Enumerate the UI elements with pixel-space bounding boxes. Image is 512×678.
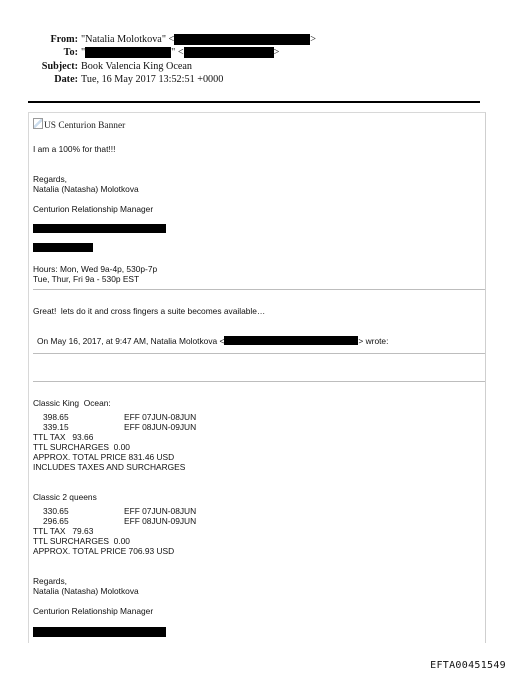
to-mid: " < (171, 47, 184, 58)
reply-line: I am a 100% for that!!! (33, 144, 116, 154)
king-title: Classic King Ocean: (33, 398, 111, 408)
banner-alt: US Centurion Banner (44, 121, 126, 131)
from-value: "Natalia Molotkova" < (81, 34, 175, 45)
redaction (33, 243, 93, 252)
from-close: > (310, 34, 317, 45)
quote-intro (37, 336, 388, 346)
subject-value: Book Valencia King Ocean (81, 61, 192, 72)
quote-wrote: > wrote: (358, 336, 389, 346)
redaction (85, 47, 171, 58)
king-rate-eff: EFF 08JUN-09JUN (124, 422, 197, 432)
king-rate-row (43, 422, 69, 432)
divider (33, 289, 485, 290)
king-ttl-tax: TTL TAX 93.66 (33, 432, 94, 442)
king-ttl-surcharges: TTL SURCHARGES 0.00 (33, 442, 130, 452)
rate-price: 296.65 (43, 516, 69, 526)
from-row (0, 34, 316, 46)
queens-rate-row (43, 506, 69, 516)
queens-rate-eff: EFF 07JUN-08JUN (124, 506, 197, 516)
rate-price: 330.65 (43, 506, 69, 516)
rate-price: 339.15 (43, 422, 69, 432)
queens-title: Classic 2 queens (33, 492, 97, 502)
redaction (33, 627, 166, 637)
hours-line-1: Hours: Mon, Wed 9a-4p, 530p-7p (33, 264, 158, 274)
subject-label: Subject: (41, 61, 78, 72)
great-line: Great! lets do it and cross fingers a suite becomes available… (33, 306, 266, 316)
banner-image (33, 118, 125, 131)
broken-image-icon (33, 118, 43, 129)
message-body (28, 112, 486, 643)
signature-name: Natalia (Natasha) Molotkova (33, 184, 139, 194)
queens-approx-total: APPROX. TOTAL PRICE 706.93 USD (33, 546, 175, 556)
footer-title: Centurion Relationship Manager (33, 606, 154, 616)
to-label: To: (63, 47, 78, 58)
king-includes: INCLUDES TAXES AND SURCHARGES (33, 462, 186, 472)
to-row (0, 47, 279, 59)
redaction (184, 47, 274, 58)
divider (33, 381, 485, 382)
redaction (174, 34, 310, 45)
footer-name: Natalia (Natasha) Molotkova (33, 586, 139, 596)
redaction (33, 224, 166, 233)
header-divider (28, 101, 480, 103)
quote-intro-text: On May 16, 2017, at 9:47 AM, Natalia Molotkova < (37, 336, 225, 346)
king-rate-row (43, 412, 69, 422)
king-rate-eff: EFF 07JUN-08JUN (124, 412, 197, 422)
signature-regards: Regards, (33, 174, 67, 184)
king-approx-total: APPROX. TOTAL PRICE 831.46 USD (33, 452, 175, 462)
date-row (0, 74, 223, 86)
date-value: Tue, 16 May 2017 13:52:51 +0000 (81, 74, 224, 85)
date-label: Date: (54, 74, 78, 85)
to-close: > (273, 47, 280, 58)
queens-rate-eff: EFF 08JUN-09JUN (124, 516, 197, 526)
queens-ttl-tax: TTL TAX 79.63 (33, 526, 94, 536)
from-label: From: (50, 34, 78, 45)
queens-ttl-surcharges: TTL SURCHARGES 0.00 (33, 536, 130, 546)
rate-price: 398.65 (43, 412, 69, 422)
hours-line-2: Tue, Thur, Fri 9a - 530p EST (33, 274, 140, 284)
footer-regards: Regards, (33, 576, 67, 586)
signature-title: Centurion Relationship Manager (33, 204, 154, 214)
queens-rate-row (43, 516, 69, 526)
subject-row (0, 61, 192, 73)
document-id: EFTA00451549 (430, 660, 506, 671)
to-open: " (81, 47, 86, 58)
divider (33, 353, 485, 354)
redaction (224, 336, 358, 345)
